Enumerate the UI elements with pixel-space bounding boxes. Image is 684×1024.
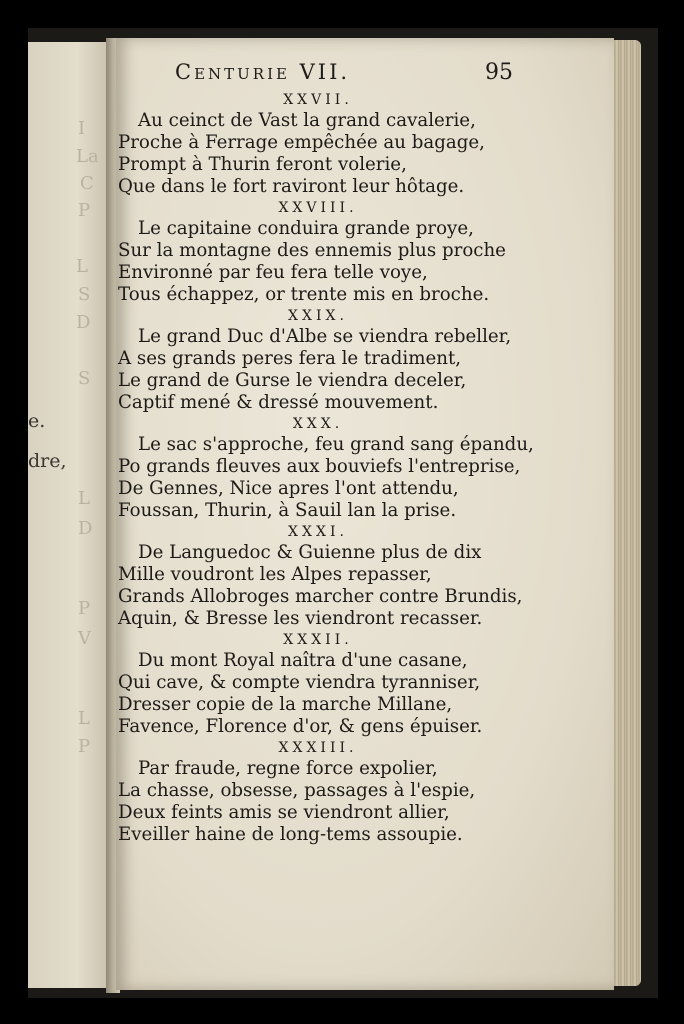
verse-line: Mille voudront les Alpes repasser,: [118, 564, 432, 585]
quatrain: [118, 90, 538, 198]
verse-line: De Languedoc & Guienne plus de dix: [138, 542, 482, 563]
verse-line: Dresser copie de la marche Millane,: [118, 694, 453, 715]
quatrain: [118, 198, 538, 306]
verse-line: Le grand de Gurse le viendra deceler,: [118, 370, 467, 391]
quatrain: [118, 630, 538, 738]
quatrain: [118, 306, 538, 414]
verse-line: Grands Allobroges marcher contre Brundis,: [118, 586, 523, 607]
quatrain-number: XXVIII.: [278, 200, 358, 216]
verse-line: Aquin, & Bresse les viendront recasser.: [118, 608, 483, 629]
verse-line: Eveiller haine de long-tems assoupie.: [118, 824, 463, 845]
verse-line: Sur la montagne des ennemis plus proche: [118, 240, 506, 261]
page-header: [115, 60, 513, 92]
quatrain: [118, 414, 538, 522]
page-number: 95: [485, 60, 513, 85]
running-head: Centurie VII.: [175, 60, 351, 84]
verse-line: Deux feints amis se viendront allier,: [118, 802, 450, 823]
quatrain-number: XXVII.: [283, 92, 353, 108]
verse-line: A ses grands peres fera le tradiment,: [118, 348, 462, 369]
quatrain-number: XXIX.: [288, 308, 348, 324]
verse-line: Favence, Florence d'or, & gens épuiser.: [118, 716, 483, 737]
left-fragment-1: e.: [28, 410, 46, 432]
quatrain-number: XXXIII.: [278, 740, 358, 756]
verse-line: Tous échappez, or trente mis en broche.: [118, 284, 490, 305]
verse-line: Par fraude, regne force expolier,: [138, 758, 438, 779]
quatrain-list: [118, 90, 538, 846]
verse-line: Foussan, Thurin, à Sauil lan la prise.: [118, 500, 457, 521]
left-fragment-2: dre,: [28, 450, 67, 472]
verse-line: Le capitaine conduira grande proye,: [138, 218, 474, 239]
verse-line: Le sac s'approche, feu grand sang épandu,: [138, 434, 534, 455]
verse-line: Que dans le fort raviront leur hôtage.: [118, 176, 465, 197]
quatrain-number: XXXI.: [288, 524, 348, 540]
verse-line: Le grand Duc d'Albe se viendra rebeller,: [138, 326, 512, 347]
verse-line: La chasse, obsesse, passages à l'espie,: [118, 780, 476, 801]
quatrain: [118, 522, 538, 630]
verse-line: Po grands fleuves aux bouviefs l'entreprise,: [118, 456, 521, 477]
verse-line: Captif mené & dressé mouvement.: [118, 392, 439, 413]
verse-line: Environné par feu fera telle voye,: [118, 262, 428, 283]
verse-line: Qui cave, & compte viendra tyranniser,: [118, 672, 481, 693]
verse-line: Prompt à Thurin feront volerie,: [118, 154, 407, 175]
left-page-bleed-through: I La C P L S D S e. dre, L D P V L P: [28, 118, 99, 757]
verse-line: Proche à Ferrage empêchée au bagage,: [118, 132, 485, 153]
verse-line: Du mont Royal naîtra d'une casane,: [138, 650, 468, 671]
quatrain: [118, 738, 538, 846]
verse-line: De Gennes, Nice apres l'ont attendu,: [118, 478, 459, 499]
quatrain-number: XXX.: [292, 416, 344, 432]
quatrain-number: XXXII.: [283, 632, 353, 648]
verse-line: Au ceinct de Vast la grand cavalerie,: [138, 110, 476, 131]
